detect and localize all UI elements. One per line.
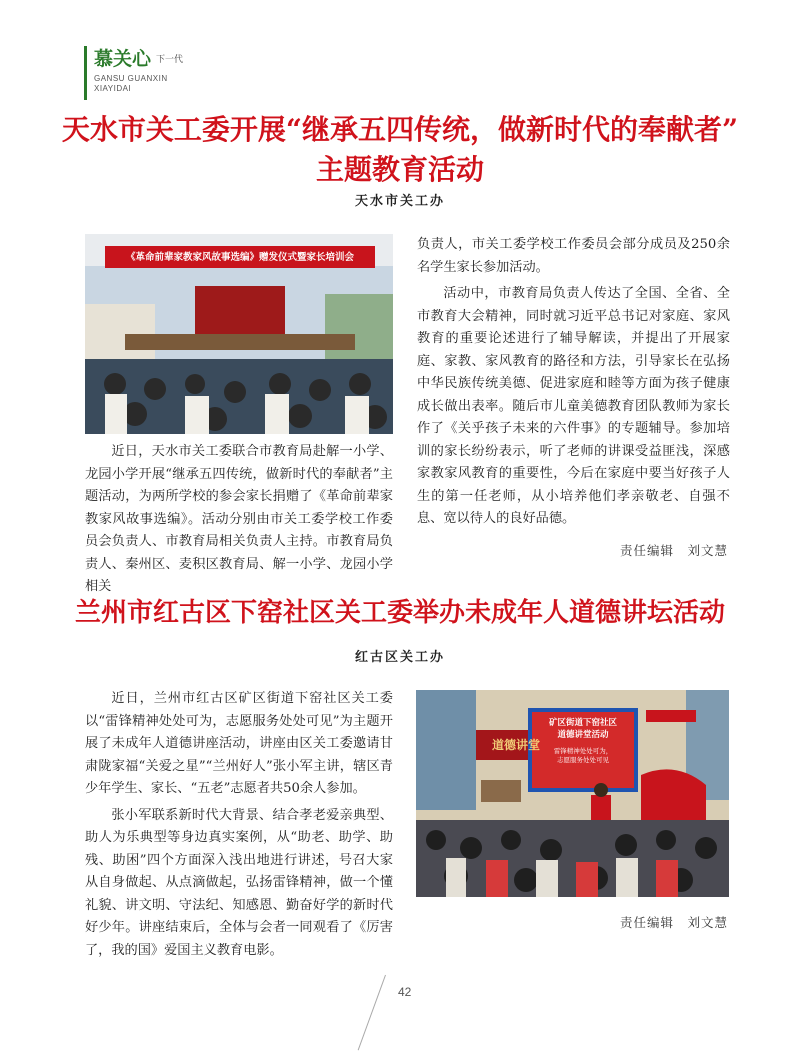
article1-editor: 责任编辑 刘文慧 bbox=[620, 544, 729, 558]
screen-line2: 道德讲堂活动 bbox=[557, 730, 609, 740]
article2-author: 红古区关工办 bbox=[354, 650, 445, 665]
article1-title bbox=[60, 110, 740, 190]
article1-paragraph-left: 近日，天水市关工委联合市教育局赴解一小学、龙园小学开展“继承五四传统，做新时代的奉献者”主题活动，为两所学校的参会家长捐赠了《革命前辈家教家风故事选编》。活动分别由市关工委学校工作委员会负责人、市教育局相关负责人主持。市教育局负责人、秦州区、麦积区教育局、解一小学、龙园小学相关 bbox=[85, 444, 393, 594]
article2-paragraph1: 近日，兰州市红古区矿区街道下窑社区关工委以“雷锋精神处处可为，志愿服务处处可见”为主题开展了未成年人道德讲座活动，讲座由区关工委邀请甘肃陇家福“关爱之星”“兰州好人”张小军主讲，辖区青少年学生、家长、“五老”志愿者共50余人参加。 bbox=[85, 691, 393, 796]
article2-paragraph2: 张小军联系新时代大背景、结合孝老爱亲典型、助人为乐典型等身边真实案例，从“助老、助学、助残、助困”四个方面深入浅出地进行讲述，号召大家从自身做起、从点滴做起，弘扬雷锋精神，做一个懂礼貌、讲文明、守法纪、知感恩、勤奋好学的新时代好少年。讲座结束后，全体与会者一同观看了《厉害了，我的国》爱国主义教育电影。 bbox=[85, 807, 393, 958]
article2-editor: 责任编辑 刘文慧 bbox=[620, 916, 729, 930]
logo-en-line1: GANSU GUANXIN bbox=[94, 74, 168, 83]
photo1-banner-text: 《革命前辈家教家风故事选编》赠发仪式暨家长培训会 bbox=[125, 252, 354, 263]
logo-en-line2: XIAYIDAI bbox=[94, 84, 132, 93]
page-number: 42 bbox=[398, 985, 412, 999]
screen-line1: 矿区街道下窑社区 bbox=[548, 718, 617, 728]
article2-title: 兰州市红古区下窑社区关工委举办未成年人道德讲坛活动 bbox=[74, 598, 725, 628]
page-divider-line bbox=[358, 975, 386, 1051]
logo-bar bbox=[84, 46, 87, 100]
article1-photo bbox=[85, 234, 393, 434]
screen-line3: 雷锋精神处处可为， bbox=[553, 747, 613, 755]
article1-author: 天水市关工办 bbox=[354, 194, 445, 209]
logo-english bbox=[94, 74, 168, 94]
article2-left-column bbox=[85, 688, 393, 962]
article1-right-column bbox=[417, 234, 730, 531]
magazine-logo bbox=[84, 44, 194, 104]
article1-paragraph-right1: 负责人，市关工委学校工作委员会部分成员及250余名学生家长参加活动。 bbox=[417, 237, 730, 275]
article2-photo bbox=[416, 690, 729, 897]
meeting-photo-illustration bbox=[85, 234, 393, 434]
screen-line4: 志愿服务处处可见 bbox=[557, 756, 609, 764]
article1-paragraph-right2: 活动中，市教育局负责人传达了全国、全省、全市教育大会精神，同时就习近平总书记对家庭、家风教育的重要论述进行了辅导解读，并提出了开展家庭、家教、家风教育的路径和方法，引导家长在弘扬中华民族传统美德、促进家庭和睦等方面为孩子健康成长做出表率。随后市儿童美德教育团队教师为家长作了《关乎孩子未来的六件事》的专题辅导。参加培训的家长纷纷表示，听了老师的讲课受益匪浅，深感家教家风教育的重要性，今后在家庭中要当好孩子人生的第一任老师，从小培养他们孝亲敬老、自强不息、宽以待人的良好品德。 bbox=[417, 286, 730, 526]
logo-main-text: 慕关心 bbox=[94, 48, 152, 70]
photo2-wall-text: 道德讲堂 bbox=[491, 738, 540, 752]
article1-title-line1: 天水市关工委开展“继承五四传统，做新时代的奉献者” bbox=[61, 113, 739, 146]
logo-sub-text: 下一代 bbox=[156, 55, 184, 65]
article1-left-column bbox=[85, 441, 393, 599]
article1-title-line2: 主题教育活动 bbox=[315, 153, 484, 186]
